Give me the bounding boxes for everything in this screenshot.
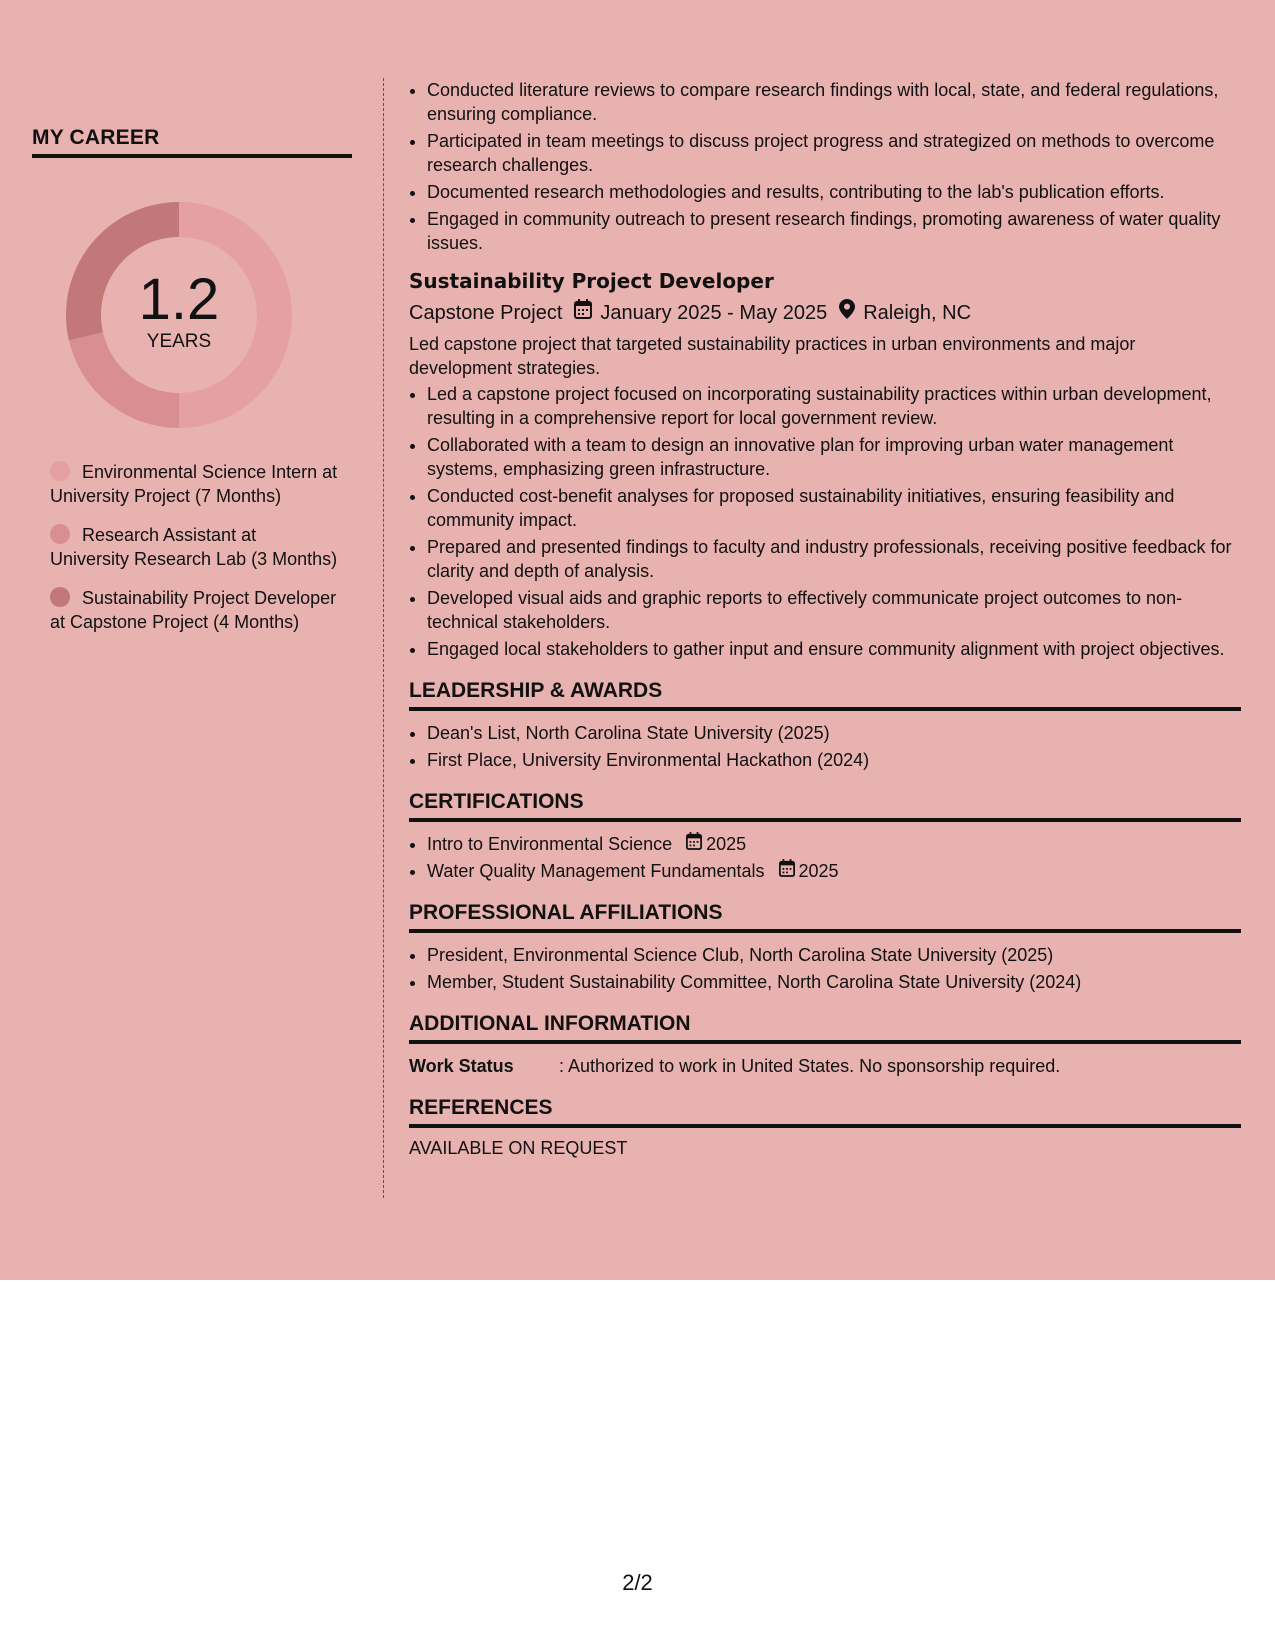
job-location: Raleigh, NC — [863, 301, 972, 324]
leadership-list — [409, 721, 1241, 772]
references-heading: REFERENCES — [409, 1096, 1241, 1128]
calendar-icon — [574, 299, 592, 326]
list-item: • Conducted cost-benefit analyses for proposed sustainability initiatives, ensuring feasibility and community impact. — [427, 484, 1241, 532]
leadership-heading: LEADERSHIP & AWARDS — [409, 679, 1241, 711]
list-item — [427, 832, 1241, 856]
job-dates: January 2025 - May 2025 — [600, 301, 828, 324]
list-item: • Prepared and presented findings to faculty and industry professionals, receiving positive feedback for clarity and depth of analysis. — [427, 535, 1241, 583]
certifications-list — [409, 832, 1241, 883]
work-status-value: : Authorized to work in United States. No sponsorship required. — [559, 1056, 1061, 1076]
list-item: • Conducted literature reviews to compare research findings with local, state, and federal regulations, ensuring compliance. — [427, 78, 1241, 126]
legend-item — [50, 586, 340, 634]
legend-label: Research Assistant at University Research Lab (3 Months) — [50, 525, 338, 569]
list-item: • President, Environmental Science Club, North Carolina State University (2025) — [427, 943, 1241, 967]
job-title: Sustainability Project Developer — [409, 269, 774, 293]
additional-info-heading: ADDITIONAL INFORMATION — [409, 1012, 1241, 1044]
career-donut-chart — [64, 200, 294, 430]
list-item: • Documented research methodologies and results, contributing to the lab's publication efforts. — [427, 180, 1241, 204]
work-status-label: Work Status — [409, 1056, 514, 1076]
affiliations-heading: PROFESSIONAL AFFILIATIONS — [409, 901, 1241, 933]
work-status-row — [409, 1054, 1241, 1078]
cert-name: • Intro to Environmental Science — [427, 834, 673, 854]
map-pin-icon — [839, 299, 855, 326]
legend-dot — [50, 587, 70, 607]
total-years-unit: YEARS — [146, 331, 212, 352]
list-item: • Dean's List, North Carolina State University (2025) — [427, 721, 1241, 745]
list-item: • Collaborated with a team to design an innovative plan for improving urban water management systems, emphasizing green infrastructure. — [427, 433, 1241, 481]
list-item: • Engaged in community outreach to present research findings, promoting awareness of water quality issues. — [427, 207, 1241, 255]
legend-label: Sustainability Project Developer at Capstone Project (4 Months) — [50, 588, 337, 632]
cert-year: 2025 — [706, 834, 747, 854]
legend-label: Environmental Science Intern at University Project (7 Months) — [50, 462, 338, 506]
list-item: • Member, Student Sustainability Committee, North Carolina State University (2024) — [427, 970, 1241, 994]
previous-job-bullets — [409, 78, 1241, 255]
calendar-icon — [779, 859, 795, 883]
legend-dot — [50, 524, 70, 544]
affiliations-list — [409, 943, 1241, 994]
references-text: AVAILABLE ON REQUEST — [409, 1138, 628, 1158]
donut-center — [64, 200, 294, 430]
job-bullets — [409, 382, 1241, 661]
list-item: • First Place, University Environmental Hackathon (2024) — [427, 748, 1241, 772]
list-item: • Developed visual aids and graphic reports to effectively communicate project outcomes to non-technical stakeholders. — [427, 586, 1241, 634]
list-item: • Engaged local stakeholders to gather input and ensure community alignment with project objectives. — [427, 637, 1241, 661]
certifications-heading: CERTIFICATIONS — [409, 790, 1241, 822]
legend-dot — [50, 461, 70, 481]
career-heading: MY CAREER — [32, 126, 352, 158]
legend-item — [50, 460, 340, 508]
cert-name: • Water Quality Management Fundamentals — [427, 861, 765, 881]
cert-year: 2025 — [798, 861, 839, 881]
list-item: • Led a capstone project focused on incorporating sustainability practices within urban development, resulting in a comprehensive report for local government review. — [427, 382, 1241, 430]
page-number: 2/2 — [622, 1570, 653, 1595]
main-content — [409, 78, 1241, 1159]
calendar-icon — [686, 832, 702, 856]
legend-item — [50, 523, 340, 571]
total-years-value: 1.2 — [138, 267, 220, 332]
job-company: Capstone Project — [409, 301, 563, 324]
column-divider — [383, 78, 384, 1198]
job-summary: Led capstone project that targeted sustainability practices in urban environments and major development strategies. — [409, 334, 1136, 378]
list-item — [427, 859, 1241, 883]
list-item: • Participated in team meetings to discuss project progress and strategized on methods to overcome research challenges. — [427, 129, 1241, 177]
career-sidebar — [32, 126, 352, 649]
job-meta — [409, 299, 1241, 326]
career-legend — [50, 460, 340, 634]
